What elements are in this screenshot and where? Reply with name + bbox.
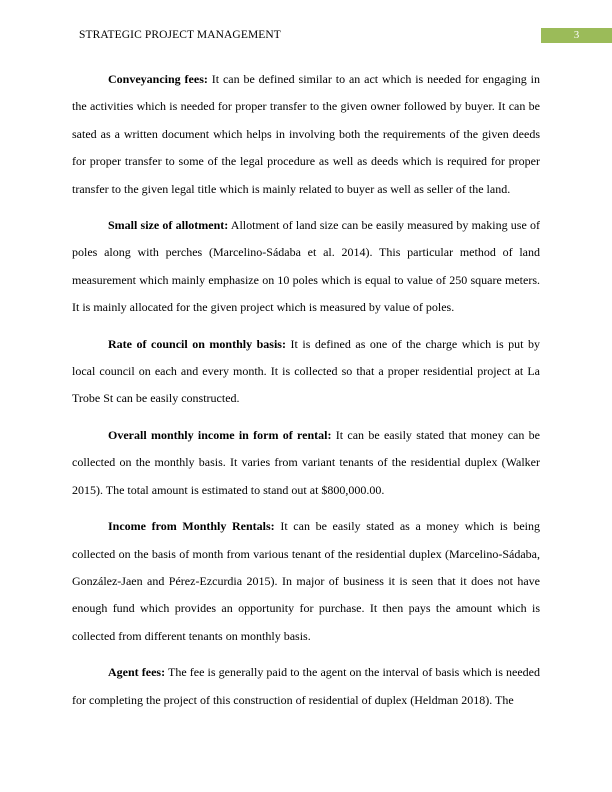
paragraph-text: It is defined as one of the charge which is put by local council on each and every month. It is collected so that a proper residential project at La Trobe St can be easily constructed. — [72, 336, 541, 406]
paragraph-overall-monthly-income — [72, 422, 540, 504]
paragraph-rate-of-council — [72, 331, 540, 413]
paragraph-text: The fee is generally paid to the agent on the interval of basis which is needed for completing the project of this construction of residential of duplex (Heldman 2018). The — [72, 665, 540, 707]
paragraph-text: Allotment of land size can be easily measured by making use of poles along with perches (Marcelino-Sádaba et al. 2014). This particular method of land measurement which mainly emphasize on 10 poles which is equal to value of 250 square meters. It is mainly allocated for the given project which is measured by value of poles. — [72, 218, 540, 315]
paragraph-text: It can be easily stated as a money which is being collected on the basis of month from various tenant of the residential duplex (Marcelino-Sádaba, González-Jaen and Pérez-Ezcurdia 2015). In major of business it is seen that it does not have enough fund which provides an opportunity for purchase. It then pays the amount which is collected from different tenants on monthly basis. — [72, 519, 540, 643]
document-body — [72, 66, 540, 723]
paragraph-heading: Conveyancing fees: — [108, 72, 208, 86]
paragraph-text: It can be defined similar to an act which is needed for engaging in the activities which is needed for proper transfer to the given owner followed by buyer. It can be sated as a written document which helps in involving both the requirements of the given deeds for proper transfer to some of the legal procedure as well as deeds which is required for proper transfer to the given legal title which is mainly related to buyer as well as seller of the land. — [72, 72, 540, 196]
paragraph-heading: Agent fees: — [108, 665, 166, 680]
paragraph-heading: Rate of council on monthly basis: — [108, 336, 286, 351]
paragraph-small-size-of-allotment — [72, 212, 540, 322]
paragraph-heading: Small size of allotment: — [108, 218, 229, 233]
paragraph-heading: Income from Monthly Rentals: — [108, 519, 275, 534]
paragraph-income-from-monthly-rentals — [72, 513, 540, 650]
paragraph-conveyancing-fees — [72, 66, 540, 203]
running-header-title: STRATEGIC PROJECT MANAGEMENT — [79, 29, 281, 41]
paragraph-heading: Overall monthly income in form of rental: — [108, 427, 332, 442]
paragraph-agent-fees — [72, 659, 540, 714]
page-number-badge: 3 — [541, 28, 612, 43]
paragraph-text: It can be easily stated that money can be collected on the monthly basis. It varies from variant tenants of the residential duplex (Walker 2015). The total amount is estimated to stand out at $800,000.00. — [72, 427, 541, 497]
